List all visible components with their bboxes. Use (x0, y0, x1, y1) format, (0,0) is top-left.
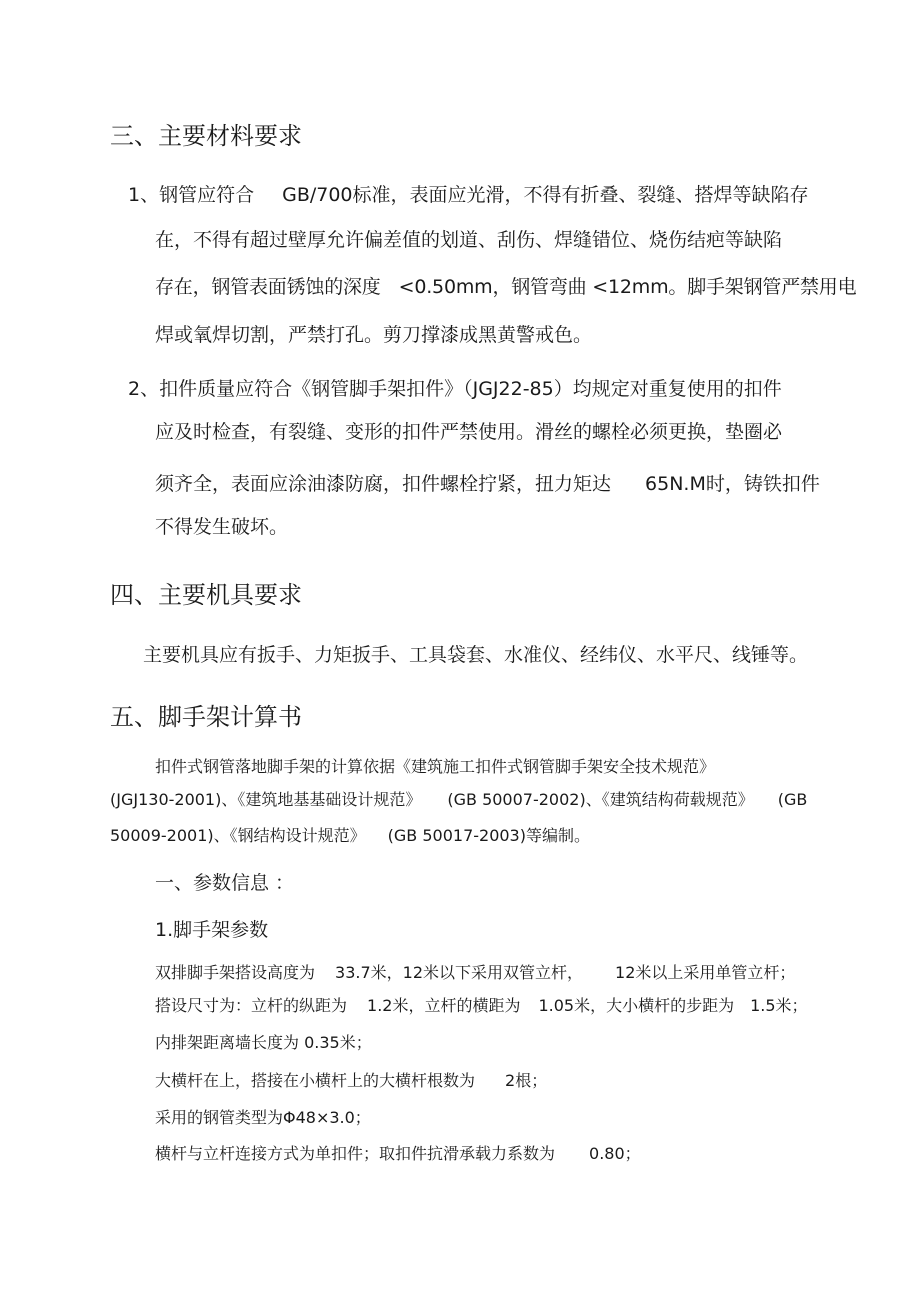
text-span: (GB 50007-2002)、《建筑结构荷载规范》 (447, 790, 754, 809)
param-line6 (155, 1144, 641, 1163)
text-span: 1.2米，立杆的横距为 (367, 996, 521, 1015)
section-heading-calc: 五、脚手架计算书 (110, 703, 302, 731)
text-span: 0.80； (589, 1144, 641, 1163)
materials-item1-line4: 焊或氧焊切割，严禁打孔。剪刀撑漆成黑黄警戒色。 (155, 324, 593, 346)
calc-intro-line1: 扣件式钢管落地脚手架的计算依据《建筑施工扣件式钢管脚手架安全技术规范》 (155, 757, 716, 776)
calc-intro-line3 (110, 826, 590, 845)
text-span: 大横杆在上，搭接在小横杆上的大横杆根数为 (155, 1071, 476, 1090)
text-span: (GB (777, 790, 808, 809)
calc-sub-sub-heading: 1.脚手架参数 (155, 919, 269, 941)
tools-body: 主要机具应有扳手、力矩扳手、工具袋套、水准仪、经纬仪、水平尺、线锤等。 (143, 644, 809, 666)
text-span: (JGJ130-2001)、《建筑地基基础设计规范》 (110, 790, 422, 809)
materials-item2-line2: 应及时检查，有裂缝、变形的扣件严禁使用。滑丝的螺栓必须更换，垫圈必 (155, 421, 783, 443)
param-line4 (155, 1071, 547, 1090)
text-span: 搭设尺寸为：立杆的纵距为 (155, 996, 348, 1015)
materials-item1-line1 (128, 184, 809, 207)
text-span: 存在，钢管表面锈蚀的深度 (155, 276, 381, 298)
text-span: <0.50mm，钢管弯曲 <12mm。脚手架钢管严禁用电 (398, 276, 857, 298)
param-line2 (155, 996, 808, 1015)
text-span: GB/700标准，表面应光滑，不得有折叠、裂缝、搭焊等缺陷存 (282, 184, 809, 206)
materials-item1-line3 (155, 276, 856, 299)
param-line1 (155, 963, 795, 982)
section-heading-materials: 三、主要材料要求 (110, 122, 302, 150)
materials-item1-line2: 在，不得有超过壁厚允许偏差值的划道、刮伤、焊缝错位、烧伤结疤等缺陷 (155, 229, 783, 251)
text-span: 1.5米； (750, 996, 808, 1015)
text-span: 双排脚手架搭设高度为 (155, 963, 316, 982)
text-span: 33.7米，12米以下采用双管立杆， (335, 963, 584, 982)
text-span: 65N.M时，铸铁扣件 (645, 473, 820, 495)
calc-sub-heading: 一、参数信息 ： (155, 872, 295, 894)
materials-item2-line1: 2、扣件质量应符合《钢管脚手架扣件》（JGJ22-85）均规定对重复使用的扣件 (128, 378, 782, 400)
text-span: 2根； (505, 1071, 548, 1090)
text-span: (GB 50017-2003)等编制。 (387, 826, 590, 845)
text-span: 50009-2001)、《钢结构设计规范》 (110, 826, 366, 845)
param-line5: 采用的钢管类型为Φ48×3.0； (155, 1108, 371, 1127)
section-heading-tools: 四、主要机具要求 (110, 581, 302, 609)
text-span: 须齐全，表面应涂油漆防腐，扣件螺栓拧紧，扭力矩达 (155, 473, 612, 495)
text-span: 1、钢管应符合 (128, 184, 255, 206)
text-span: 12米以上采用单管立杆； (615, 963, 796, 982)
materials-item2-line3 (155, 473, 820, 496)
materials-item2-line4: 不得发生破坏。 (155, 516, 289, 538)
calc-intro-line2 (110, 790, 807, 809)
param-line3: 内排架距离墙长度为 0.35米； (155, 1033, 372, 1052)
text-span: 横杆与立杆连接方式为单扣件；取扣件抗滑承载力系数为 (155, 1144, 556, 1163)
text-span: 1.05米，大小横杆的步距为 (538, 996, 735, 1015)
